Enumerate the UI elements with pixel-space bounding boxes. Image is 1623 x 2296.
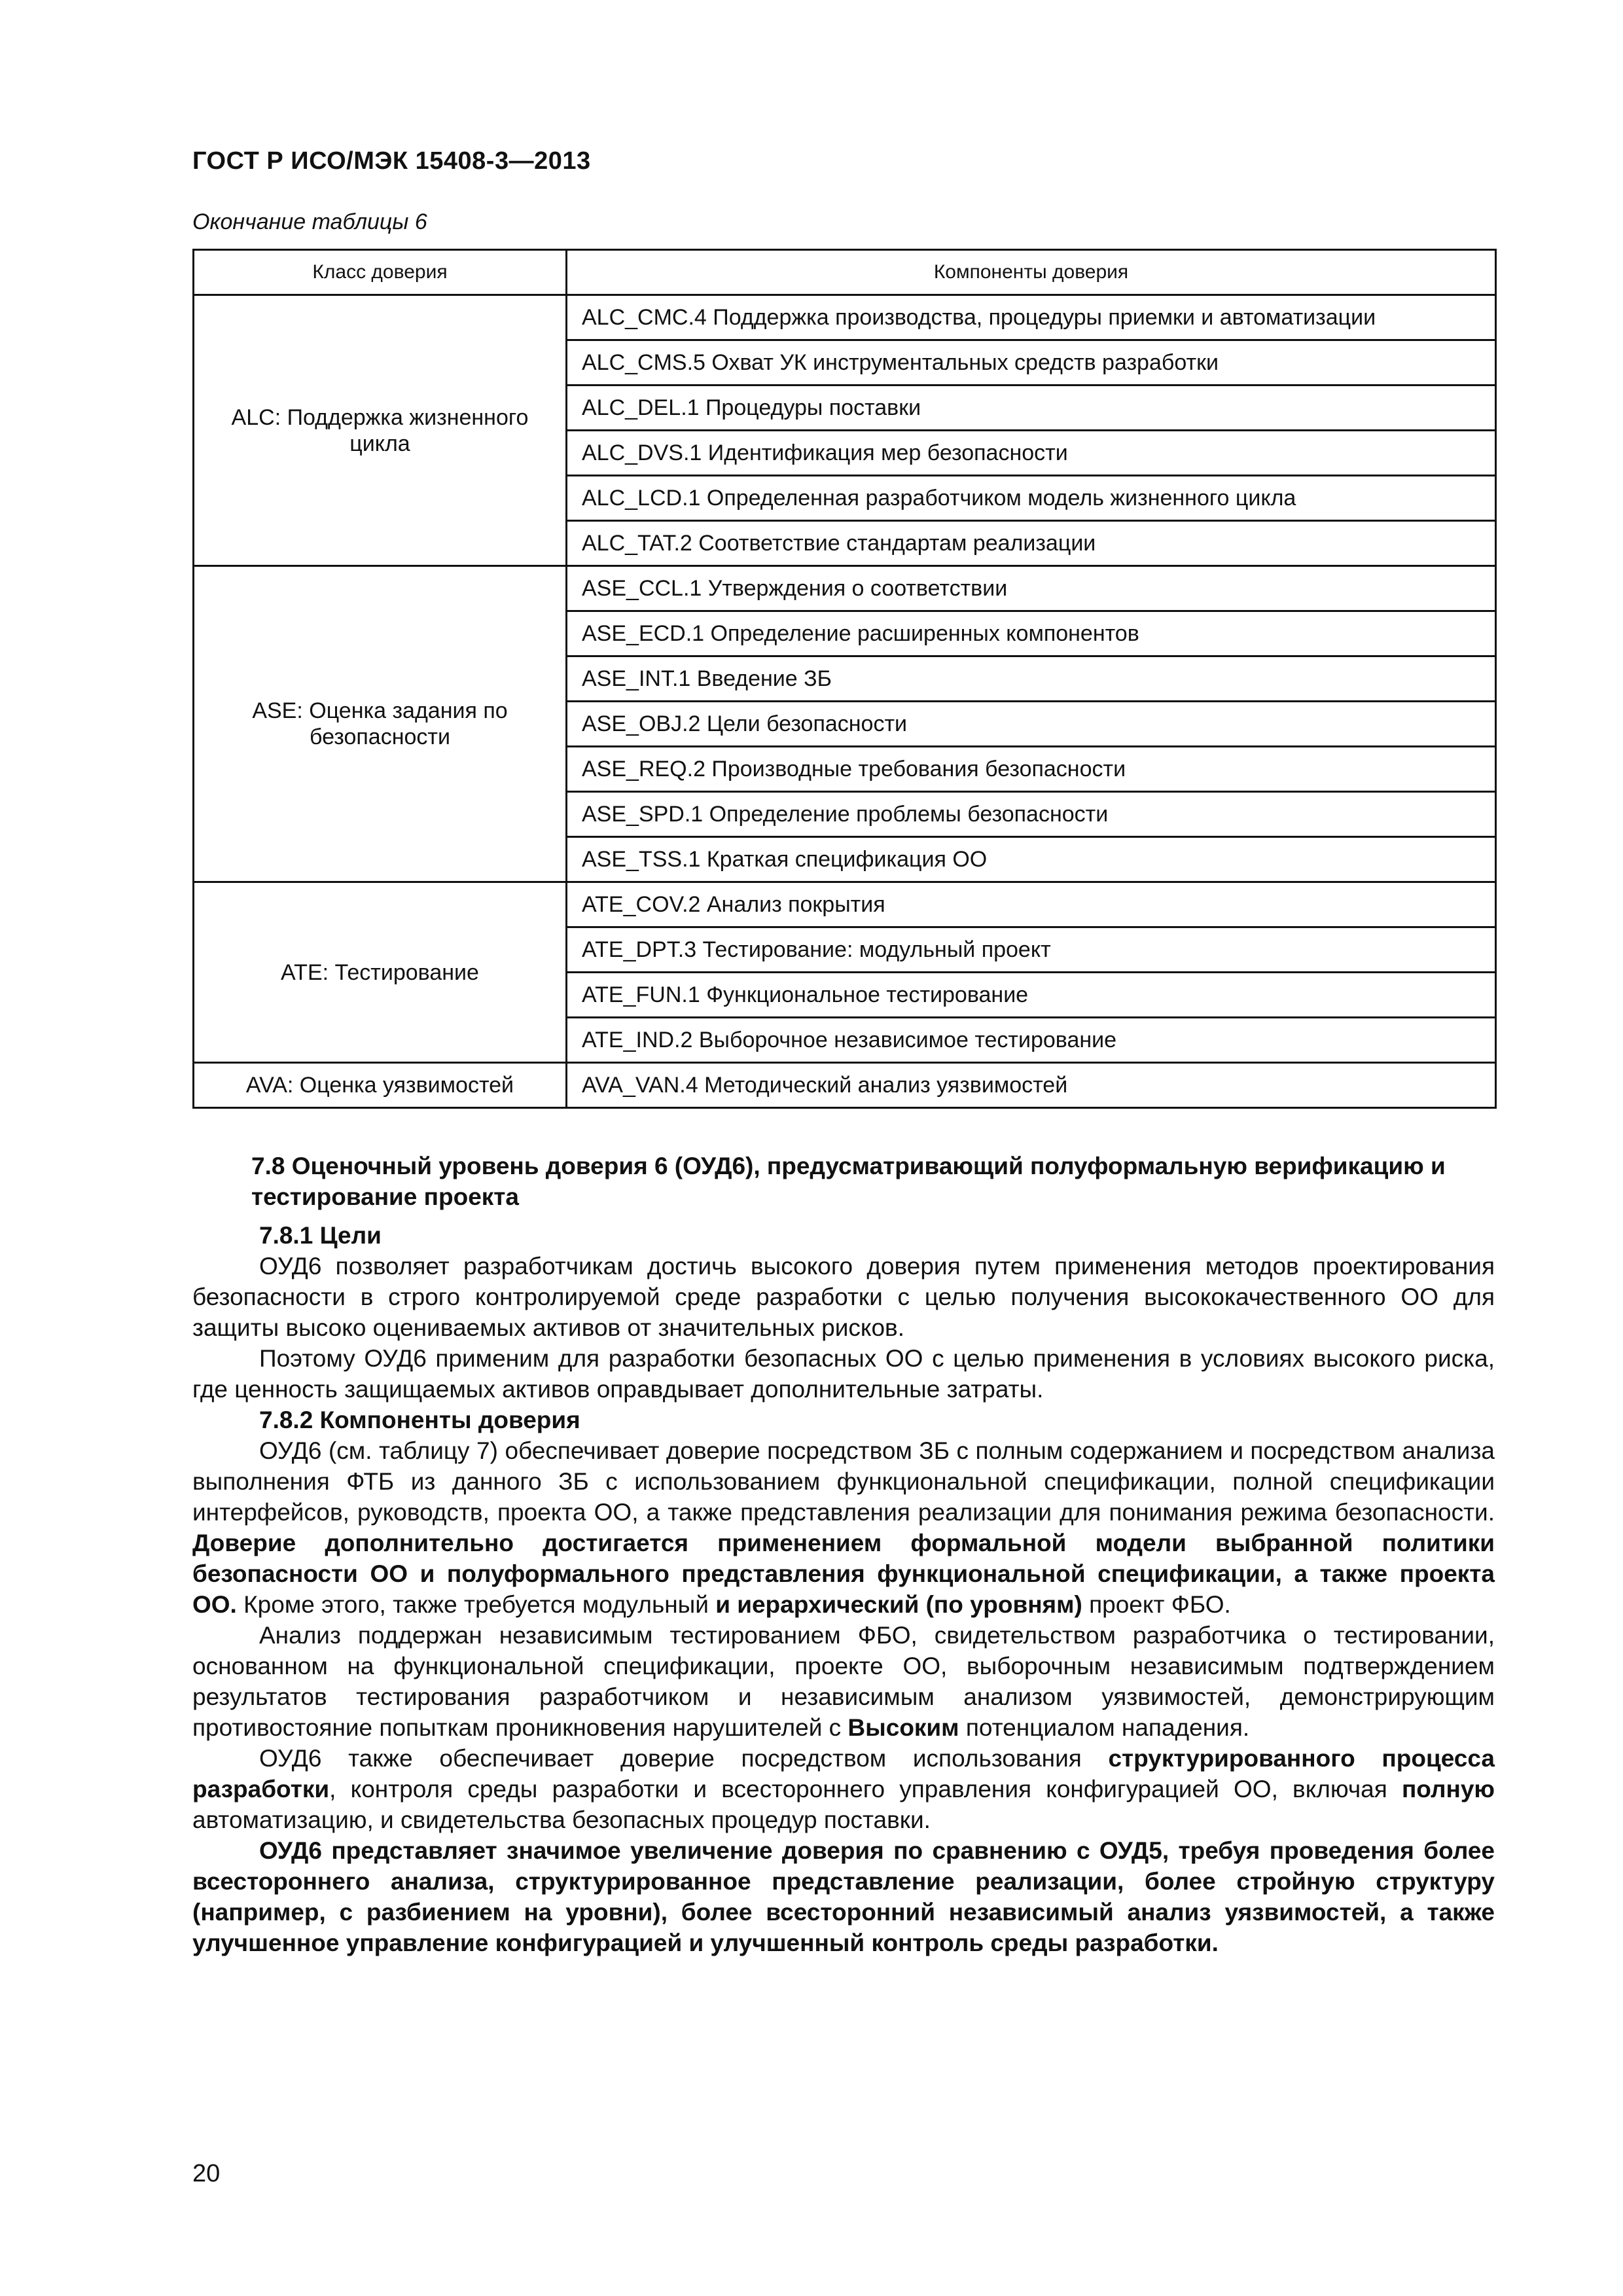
section-7-8: [192, 1151, 1495, 1958]
paragraph: [192, 1743, 1495, 1835]
component-cell: ASE_REQ.2 Производные требования безопасности: [567, 747, 1496, 792]
component-cell: ALC_CMS.5 Охват УК инструментальных средств разработки: [567, 340, 1496, 386]
class-cell-ava: AVA: Оценка уязвимостей: [194, 1063, 567, 1108]
document-header: ГОСТ Р ИСО/МЭК 15408-3—2013: [192, 147, 591, 175]
bold-text-run: полную: [1401, 1776, 1495, 1803]
table-row: [194, 1063, 1496, 1108]
component-cell: ALC_LCD.1 Определенная разработчиком модель жизненного цикла: [567, 476, 1496, 521]
component-cell: ALC_TAT.2 Соответствие стандартам реализации: [567, 521, 1496, 566]
table-row: [194, 882, 1496, 927]
component-cell: AVA_VAN.4 Методический анализ уязвимостей: [567, 1063, 1496, 1108]
bold-text-run: структурированного процесса разработки: [192, 1745, 1495, 1803]
component-cell: ASE_SPD.1 Определение проблемы безопасности: [567, 792, 1496, 837]
text-run: проект ФБО.: [1082, 1591, 1231, 1618]
paragraph: [192, 1435, 1495, 1620]
bold-text-run: и иерархический (по уровням): [715, 1591, 1082, 1618]
text-run: Анализ поддержан независимым тестированием ФБО, свидетельством разработчика о тестировании, основанном на функциональной спецификации, проекте ОО, выборочным независимым подтверждением результатов тестирования разработчиком и независимым анализом уязвимостей, демонстрирующим противостояние попыткам проникновения нарушителей с: [192, 1622, 1495, 1741]
component-cell: ATE_IND.2 Выборочное независимое тестирование: [567, 1018, 1496, 1063]
text-run: автоматизацию, и свидетельства безопасных процедур поставки.: [192, 1806, 931, 1833]
component-cell: ATE_DPT.3 Тестирование: модульный проект: [567, 927, 1496, 973]
component-cell: ASE_TSS.1 Краткая спецификация ОО: [567, 837, 1496, 882]
text-run: потенциалом нападения.: [959, 1714, 1250, 1741]
assurance-table: [192, 249, 1497, 1109]
component-cell: ALC_CMC.4 Поддержка производства, процедуры приемки и автоматизации: [567, 295, 1496, 340]
component-cell: ALC_DEL.1 Процедуры поставки: [567, 386, 1496, 431]
paragraph: ОУД6 представляет значимое увеличение доверия по сравнению с ОУД5, требуя проведения более всестороннего анализа, структурированное представление реализации, более стройную структуру (например, с разбиением на уровни), более всесторонний независимый анализ уязвимостей, а также улучшенное управление конфигурацией и улучшенный контроль среды разработки.: [192, 1837, 1495, 1956]
table-row: [194, 295, 1496, 340]
class-cell-ase: ASE: Оценка задания по безопасности: [194, 566, 567, 882]
component-cell: ASE_INT.1 Введение ЗБ: [567, 656, 1496, 702]
component-cell: ALC_DVS.1 Идентификация мер безопасности: [567, 431, 1496, 476]
paragraph: Поэтому ОУД6 применим для разработки безопасных ОО с целью применения в условиях высокого риска, где ценность защищаемых активов оправдывает дополнительные затраты.: [192, 1345, 1495, 1403]
text-run: Кроме этого, также требуется модульный: [236, 1591, 716, 1618]
component-cell: ASE_ECD.1 Определение расширенных компонентов: [567, 611, 1496, 656]
component-cell: ATE_FUN.1 Функциональное тестирование: [567, 973, 1496, 1018]
paragraph: ОУД6 позволяет разработчикам достичь высокого доверия путем применения методов проектирования безопасности в строго контролируемой среде разработки с целью получения высококачественного ОО для защиты высоко оцениваемых активов от значительных рисков.: [192, 1253, 1495, 1341]
section-title: 7.8 Оценочный уровень доверия 6 (ОУД6), предусматривающий полуформальную верификацию и тестирование проекта: [251, 1153, 1446, 1210]
table-header-row: [194, 250, 1496, 295]
component-cell: ATE_COV.2 Анализ покрытия: [567, 882, 1496, 927]
bold-text-run: Высоким: [847, 1714, 959, 1741]
paragraph: [192, 1620, 1495, 1743]
subsection-title-goals: 7.8.1 Цели: [259, 1222, 382, 1249]
table-caption: Окончание таблицы 6: [192, 209, 427, 234]
bold-text-run: Доверие дополнительно достигается применением формальной модели выбранной политики безопасности ОО и полуформального представления функциональной спецификации, а также проекта ОО.: [192, 1530, 1495, 1618]
class-cell-alc: ALC: Поддержка жизненного цикла: [194, 295, 567, 566]
text-run: , контроля среды разработки и всестороннего управления конфигурацией ОО, включая: [329, 1776, 1402, 1803]
component-cell: ASE_CCL.1 Утверждения о соответствии: [567, 566, 1496, 611]
column-header-class: Класс доверия: [194, 250, 567, 295]
subsection-title-components: 7.8.2 Компоненты доверия: [259, 1407, 580, 1433]
column-header-components: Компоненты доверия: [567, 250, 1496, 295]
component-cell: ASE_OBJ.2 Цели безопасности: [567, 702, 1496, 747]
text-run: ОУД6 также обеспечивает доверие посредством использования: [259, 1745, 1109, 1772]
text-run: ОУД6 (см. таблицу 7) обеспечивает доверие посредством ЗБ с полным содержанием и посредством анализа выполнения ФТБ из данного ЗБ с использованием функциональной спецификации, полной спецификации интерфейсов, руководств, проекта ОО, а также представления реализации для понимания режима безопасности.: [192, 1437, 1495, 1526]
class-cell-ate: ATE: Тестирование: [194, 882, 567, 1063]
page-number: 20: [192, 2160, 221, 2187]
table-row: [194, 566, 1496, 611]
